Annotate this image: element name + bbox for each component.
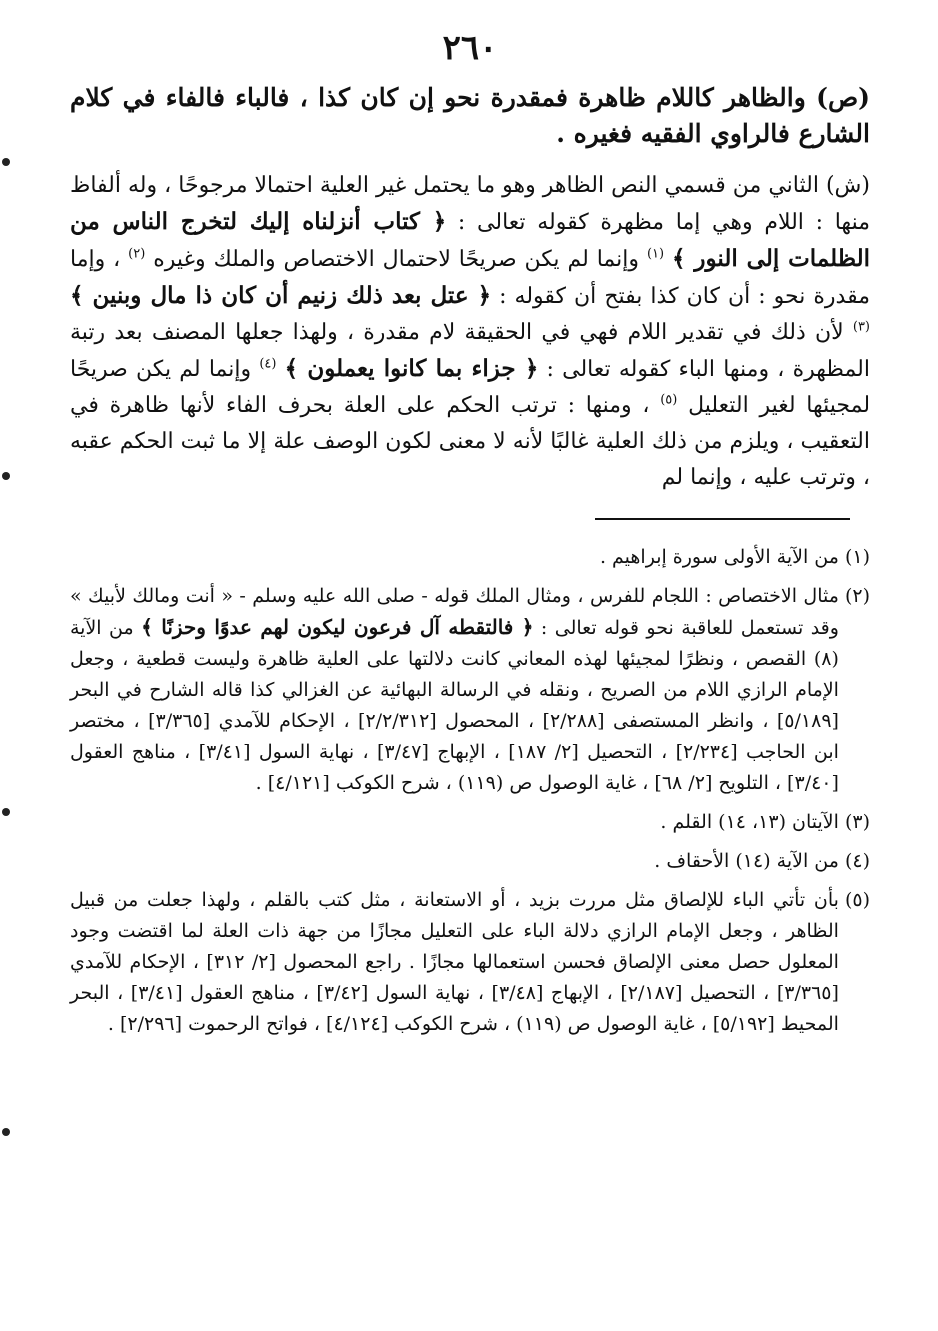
- footnote-number: (٣): [844, 811, 870, 833]
- footnotes: [70, 542, 870, 1040]
- footnote-number: (٤): [844, 850, 870, 872]
- scan-mark: [2, 1128, 10, 1136]
- footnote-ref: (٣): [852, 319, 870, 335]
- page-number: ٢٦٠: [442, 28, 498, 68]
- scan-mark: [2, 472, 10, 480]
- sharh-text: ، ومنها : ترتب الحكم على العلة بحرف الفاء لأنها ظاهرة في التعقيب ، ويلزم من ذلك العلية غالبًا لأنه لا معنى لكون الوصف علة إلا ما ثبت الحكم عقبه ، وترتب عليه ، وإنما لم: [70, 393, 870, 490]
- footnote-separator: [70, 518, 870, 524]
- footnote-ref: (٤): [259, 356, 277, 372]
- matn-paragraph: [70, 80, 870, 152]
- footnote-text: من الآية الأولى سورة إبراهيم .: [599, 546, 839, 568]
- footnote-2: [70, 581, 870, 799]
- footnote-body: [70, 581, 839, 799]
- sharh-paragraph: [70, 168, 870, 496]
- footnote-text: الآيتان (١٣، ١٤) القلم .: [660, 811, 839, 833]
- quran-quote: ﴿ جزاء بما كانوا يعملون ﴾: [284, 355, 539, 382]
- footnote-number: (٥): [844, 889, 870, 911]
- footnote-number: (١): [844, 546, 870, 568]
- scan-mark: [2, 808, 10, 816]
- footnote-ref: (١): [646, 246, 665, 262]
- footnote-text: من الآية (١٤) الأحقاف .: [654, 850, 839, 872]
- sharh-text: وإنما لم يكن صريحًا لاحتمال الاختصاص والملك وغيره: [153, 247, 640, 272]
- footnote-4: [70, 846, 870, 877]
- footnote-ref: (٢): [128, 246, 146, 262]
- sharh-text: ، وإما مقدرة نحو : أن كان كذا بفتح أن كقوله :: [70, 247, 871, 309]
- quran-quote: ﴿ عتل بعد ذلك زنيم أن كان ذا مال وبنين ﴾: [70, 282, 492, 309]
- matn-text: (ص) والظاهر كاللام ظاهرة فمقدرة نحو إن كان كذا ، فالباء فالفاء في كلام الشارع فالراوي الفقيه فغيره .: [70, 83, 870, 148]
- scan-mark: [2, 158, 10, 166]
- quran-quote: ﴿ فالتقطه آل فرعون ليكون لهم عدوًا وحزنًا ﴾: [141, 615, 534, 639]
- footnote-number: (٢): [844, 585, 870, 607]
- footnote-ref: (٥): [660, 392, 678, 408]
- footnote-text: مثال الاختصاص : اللجام للفرس ، ومثال الملك قوله - صلى الله عليه وسلم - « أنت ومالك لأبيك » وقد تستعمل للعاقبة نحو قوله تعالى :: [70, 585, 839, 639]
- page: [70, 28, 870, 1048]
- sharh-text: لأن ذلك في تقدير اللام فهي في الحقيقة لام مقدرة ، ولهذا جعلها المصنف بعد رتبة المظهرة ، ومنها الباء كقوله تعالى :: [70, 320, 870, 382]
- quran-quote: ﴿ كتاب أنزلناه إليك لتخرج الناس من الظلمات إلى النور ﴾: [70, 208, 870, 272]
- sharh-text: (ش) الثاني من قسمي النص الظاهر وهو ما يحتمل غير العلية احتمالا مرجوحًا ، وله ألفاظ منها : اللام وهي إما مظهرة كقوله تعالى :: [70, 173, 870, 235]
- footnote-text: من الآية (٨) القصص ، ونظرًا لمجيئها لهذه المعاني كانت دلالتها على العلية ظاهرة وليست قطعية ، وجعل الإمام الرازي اللام من الصريح ، ونقله في الرسالة البهائية عن الغزالي كذا قاله الشارح في البحر [٥/١٨٩] ، وانظر المستصفى [٢/٢٨٨] ، المحصول [٢/٢/٣١٢] ، الإحكام للآمدي [٣/٣٦٥] ، مختصر ابن الحاجب [٢/٢٣٤] ، التحصيل [٢/ ١٨٧] ، الإبهاج [٣/٤٧] ، نهاية السول [٣/٤١] ، مناهج العقول [٣/٤٠] ، التلويح [٢/ ٦٨] ، غاية الوصول ص (١١٩) ، شرح الكوكب [٤/١٢١] .: [70, 617, 839, 794]
- footnote-5: [70, 885, 870, 1040]
- sharh-text: وإنما لم يكن صريحًا لمجيئها لغير التعليل: [70, 357, 871, 418]
- footnote-3: [70, 807, 870, 838]
- footnote-1: [70, 542, 870, 573]
- footnote-text: بأن تأتي الباء للإلصاق مثل مررت بزيد ، أو الاستعانة ، مثل كتب بالقلم ، ولهذا جعلت من قبيل الظاهر ، وجعل الإمام الرازي دلالة الباء على التعليل مجازًا من جهة ذات العلة لما اقتضت وجود المعلول حصل معنى الإلصاق فحسن استعمالها مجازًا . راجع المحصول [٢/ ٣١٢] ، الإحكام للآمدي [٣/٣٦٥] ، التحصيل [٢/١٨٧] ، الإبهاج [٣/٤٨] ، نهاية السول [٣/٤٢] ، مناهج العقول [٣/٤١] ، البحر المحيط [٥/١٩٢] ، غاية الوصول ص (١١٩) ، شرح الكوكب [٤/١٢٤] ، فواتح الرحموت [٢/٢٩٦] .: [70, 889, 839, 1035]
